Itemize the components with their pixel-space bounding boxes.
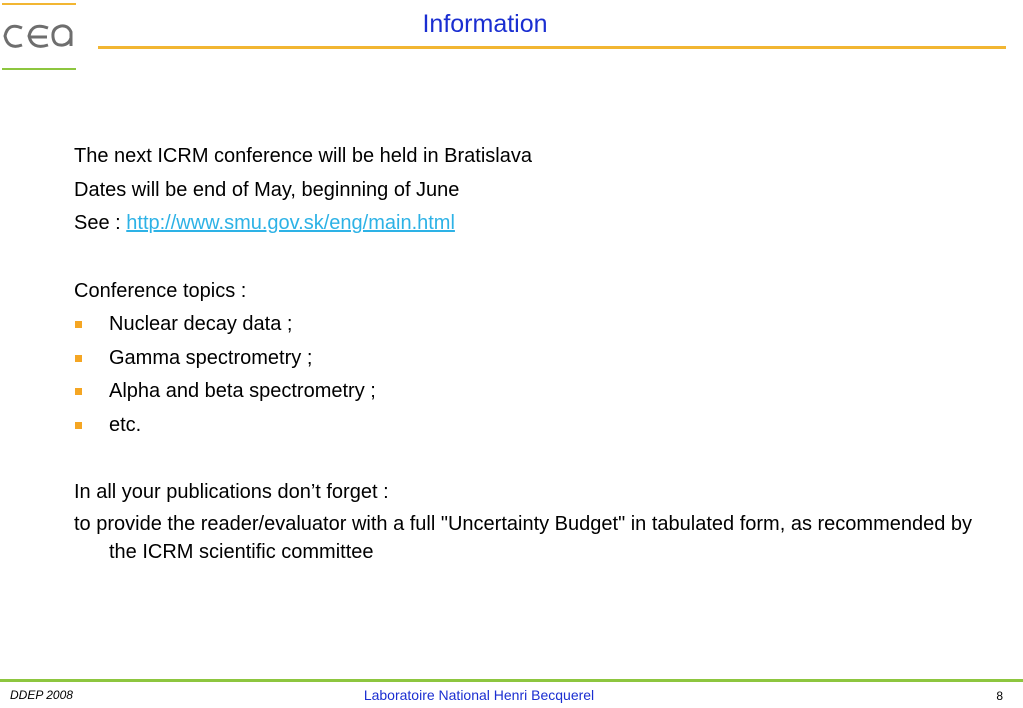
topics-heading: Conference topics :: [74, 279, 247, 302]
conference-link[interactable]: http://www.smu.gov.sk/eng/main.html: [126, 212, 455, 234]
list-item: Alpha and beta spectrometry ;: [74, 375, 974, 409]
list-item: Nuclear decay data ;: [74, 308, 974, 342]
title-divider: [98, 46, 1006, 49]
footer-event: DDEP 2008: [10, 688, 73, 702]
bullet-icon: [75, 355, 82, 362]
slide-content: [74, 140, 974, 566]
list-item: Gamma spectrometry ;: [74, 342, 974, 376]
bullet-icon: [75, 388, 82, 395]
reminder-heading: In all your publications don’t forget :: [74, 481, 389, 503]
conference-dates-text: Dates will be end of May, beginning of June: [74, 178, 460, 201]
conference-location-text: The next ICRM conference will be held in Bratislava: [74, 145, 532, 167]
list-item: etc.: [74, 409, 974, 443]
bullet-icon: [75, 321, 82, 328]
slide-title: Information: [422, 10, 548, 38]
page-number: 8: [996, 689, 1003, 703]
spacer: [74, 442, 974, 476]
footer-organization: Laboratoire National Henri Becquerel: [363, 687, 595, 703]
topics-list: [74, 308, 974, 442]
see-prefix: See :: [74, 212, 127, 234]
bullet-icon: [75, 422, 82, 429]
footer-divider: [0, 679, 1023, 682]
spacer: [74, 241, 974, 275]
reminder-text: to provide the reader/evaluator with a full "Uncertainty Budget" in tabulated form, as recommended by the ICRM scientific committee: [74, 512, 973, 563]
see-line: [74, 207, 974, 241]
